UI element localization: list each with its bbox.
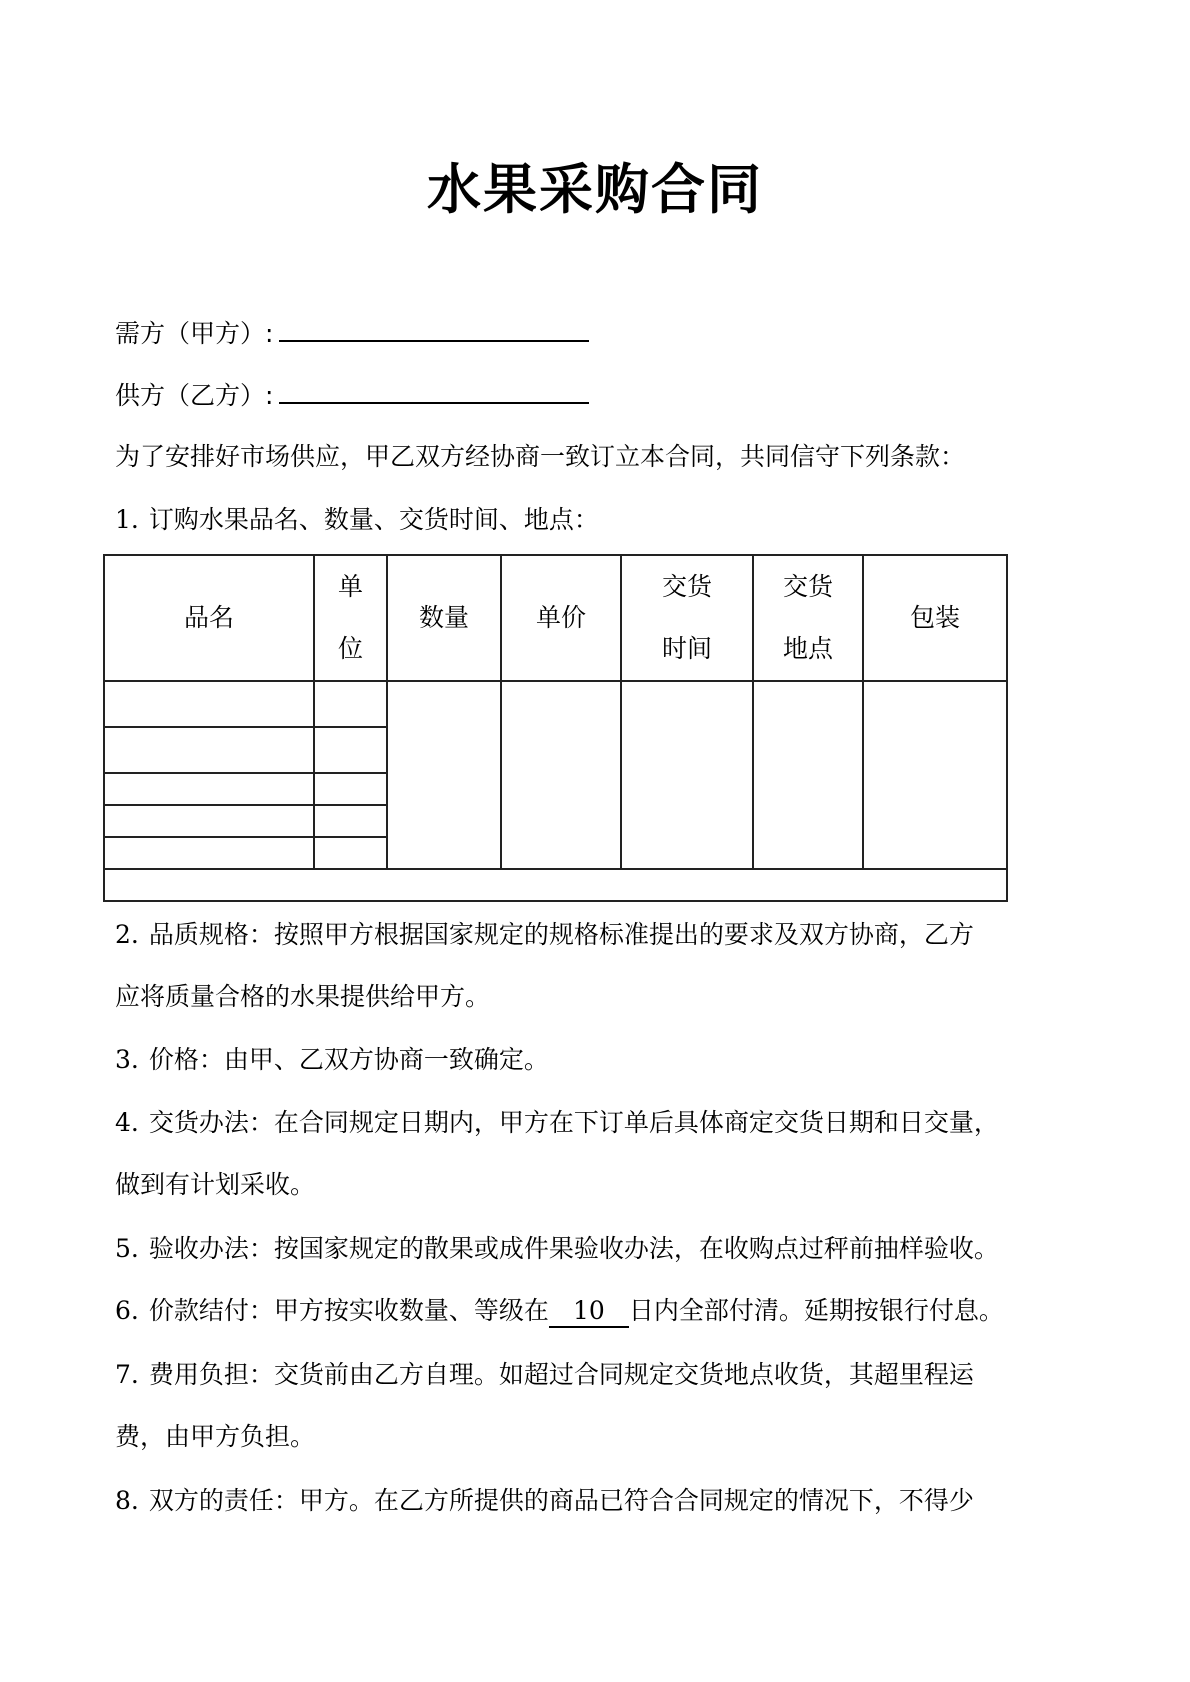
seller-line <box>115 378 1085 413</box>
clause-6 <box>115 1294 1085 1328</box>
clause-text: 双方的责任：甲方。在乙方所提供的商品已符合合同规定的情况下，不得少 <box>148 1486 974 1515</box>
header-quantity: 数量 <box>387 555 501 681</box>
cell-unit[interactable] <box>314 681 387 727</box>
clause-5 <box>115 1232 1085 1266</box>
clause-4 <box>115 1106 1085 1140</box>
payment-days-field[interactable]: 10 <box>549 1296 629 1328</box>
clause-text: 验收办法：按国家规定的散果或成件果验收办法，在收购点过秤前抽样验收。 <box>148 1234 999 1263</box>
cell-unit[interactable] <box>314 773 387 805</box>
cell-delivery-time[interactable] <box>621 681 753 869</box>
clause-text: 价款结付：甲方按实收数量、等级在 <box>148 1296 549 1325</box>
intro-text: 为了安排好市场供应，甲乙双方经协商一致订立本合同，共同信守下列条款： <box>115 442 966 471</box>
clause-number: 7. <box>115 1360 139 1389</box>
buyer-line <box>115 316 1085 351</box>
cell-unit[interactable] <box>314 837 387 869</box>
clause-text: 订购水果品名、数量、交货时间、地点： <box>148 505 599 534</box>
clause-text: 价格：由甲、乙双方协商一致确定。 <box>148 1045 549 1074</box>
cell-name[interactable] <box>104 837 314 869</box>
buyer-blank[interactable] <box>279 316 589 342</box>
clause-number: 3. <box>115 1045 139 1074</box>
cell-name[interactable] <box>104 727 314 773</box>
clause-text: 交货办法：在合同规定日期内，甲方在下订单后具体商定交货日期和日交量， <box>148 1108 999 1137</box>
table-footer-row <box>104 869 1007 901</box>
seller-blank[interactable] <box>279 378 589 404</box>
cell-price[interactable] <box>501 681 621 869</box>
cell-name[interactable] <box>104 681 314 727</box>
header-price: 单价 <box>501 555 621 681</box>
cell-packaging[interactable] <box>863 681 1007 869</box>
clause-2-continued: 应将质量合格的水果提供给甲方。 <box>115 982 491 1011</box>
clause-2 <box>115 918 1085 952</box>
table-header-row <box>104 555 1007 681</box>
clause-7-continued: 费，由甲方负担。 <box>115 1422 316 1451</box>
header-delivery-time: 交货 时间 <box>621 555 753 681</box>
seller-label: 供方（乙方）: <box>115 381 274 410</box>
cell-delivery-place[interactable] <box>753 681 863 869</box>
order-table <box>103 554 1008 902</box>
clause-text: 品质规格：按照甲方根据国家规定的规格标准提出的要求及双方协商，乙方 <box>148 920 974 949</box>
clause-8 <box>115 1484 1085 1518</box>
clause-number: 2. <box>115 920 139 949</box>
header-name: 品名 <box>104 555 314 681</box>
clause-text: 日内全部付清。延期按银行付息。 <box>628 1296 1004 1325</box>
clause-7 <box>115 1358 1085 1392</box>
header-delivery-place: 交货 地点 <box>753 555 863 681</box>
cell-unit[interactable] <box>314 805 387 837</box>
clause-1 <box>115 503 1085 537</box>
clause-text: 费用负担：交货前由乙方自理。如超过合同规定交货地点收货，其超里程运 <box>148 1360 974 1389</box>
table-row <box>104 681 1007 727</box>
clause-number: 6. <box>115 1296 139 1325</box>
header-unit: 单 位 <box>314 555 387 681</box>
clause-4-continued: 做到有计划采收。 <box>115 1170 316 1199</box>
clause-number: 8. <box>115 1486 139 1515</box>
clause-3 <box>115 1043 1085 1077</box>
clause-number: 1. <box>115 505 139 534</box>
cell-name[interactable] <box>104 805 314 837</box>
cell-name[interactable] <box>104 773 314 805</box>
header-packaging: 包装 <box>863 555 1007 681</box>
document-title: 水果采购合同 <box>427 158 763 221</box>
cell-quantity[interactable] <box>387 681 501 869</box>
cell-footer[interactable] <box>104 869 1007 901</box>
cell-unit[interactable] <box>314 727 387 773</box>
clause-number: 5. <box>115 1234 139 1263</box>
buyer-label: 需方（甲方）: <box>115 319 274 348</box>
clause-number: 4. <box>115 1108 139 1137</box>
